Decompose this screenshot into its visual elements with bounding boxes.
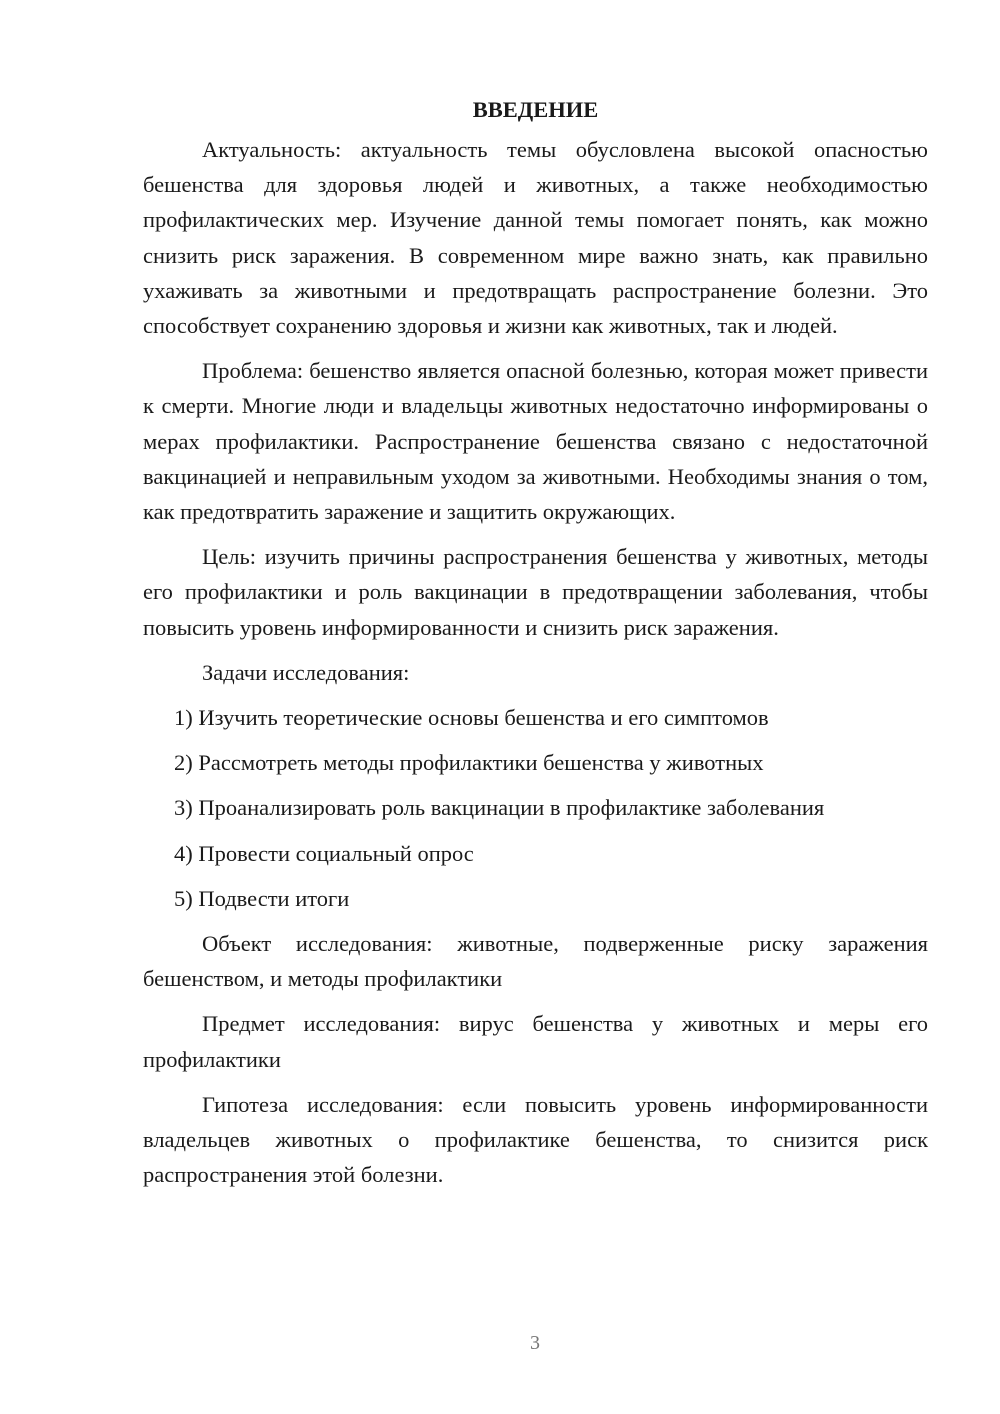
list-item: 5) Подвести итоги <box>174 885 350 911</box>
section-title: ВВЕДЕНИЕ <box>472 97 599 122</box>
list-item: 1) Изучить теоретические основы бешенства и его симптомов <box>174 705 769 731</box>
paragraph-object: Объект исследования: животные, подверженные риску заражения бешенством, и методы профилактики <box>143 931 928 992</box>
page-number: 3 <box>530 1332 540 1354</box>
paragraph-hypothesis: Гипотеза исследования: если повысить уровень информированности владельцев животных о профилактике бешенства, то снизится риск распространения этой болезни. <box>143 1091 928 1188</box>
paragraph-goal: Цель: изучить причины распространения бешенства у животных, методы его профилактики и роль вакцинации в предотвращении заболевания, чтобы повысить уровень информированности и снизить риск заражения. <box>143 544 928 640</box>
document-page <box>143 92 928 1202</box>
tasks-heading: Задачи исследования: <box>202 659 410 685</box>
list-item: 2) Рассмотреть методы профилактики бешенства у животных <box>174 750 764 776</box>
paragraph-problem: Проблема: бешенство является опасной болезнью, которая может привести к смерти. Многие люди и владельцы животных недостаточно информированы о мерах профилактики. Распространение бешенства связано с недостаточной вакцинацией и неправильным уходом за животными. Необходимы знания о том, как предотвратить заражение и защитить окружающих. <box>143 358 928 525</box>
task-list <box>143 700 928 916</box>
list-item: 4) Провести социальный опрос <box>174 840 474 866</box>
paragraph-subject: Предмет исследования: вирус бешенства у животных и меры его профилактики <box>143 1011 928 1072</box>
paragraph-relevance: Актуальность: актуальность темы обусловлена высокой опасностью бешенства для здоровья людей и животных, а также необходимостью профилактических мер. Изучение данной темы помогает понять, как можно снизить риск заражения. В современном мире важно знать, как правильно ухаживать за животными и предотвращать распространение болезни. Это способствует сохранению здоровья и жизни как животных, так и людей. <box>143 137 928 339</box>
list-item: 3) Проанализировать роль вакцинации в профилактике заболевания <box>174 795 825 821</box>
